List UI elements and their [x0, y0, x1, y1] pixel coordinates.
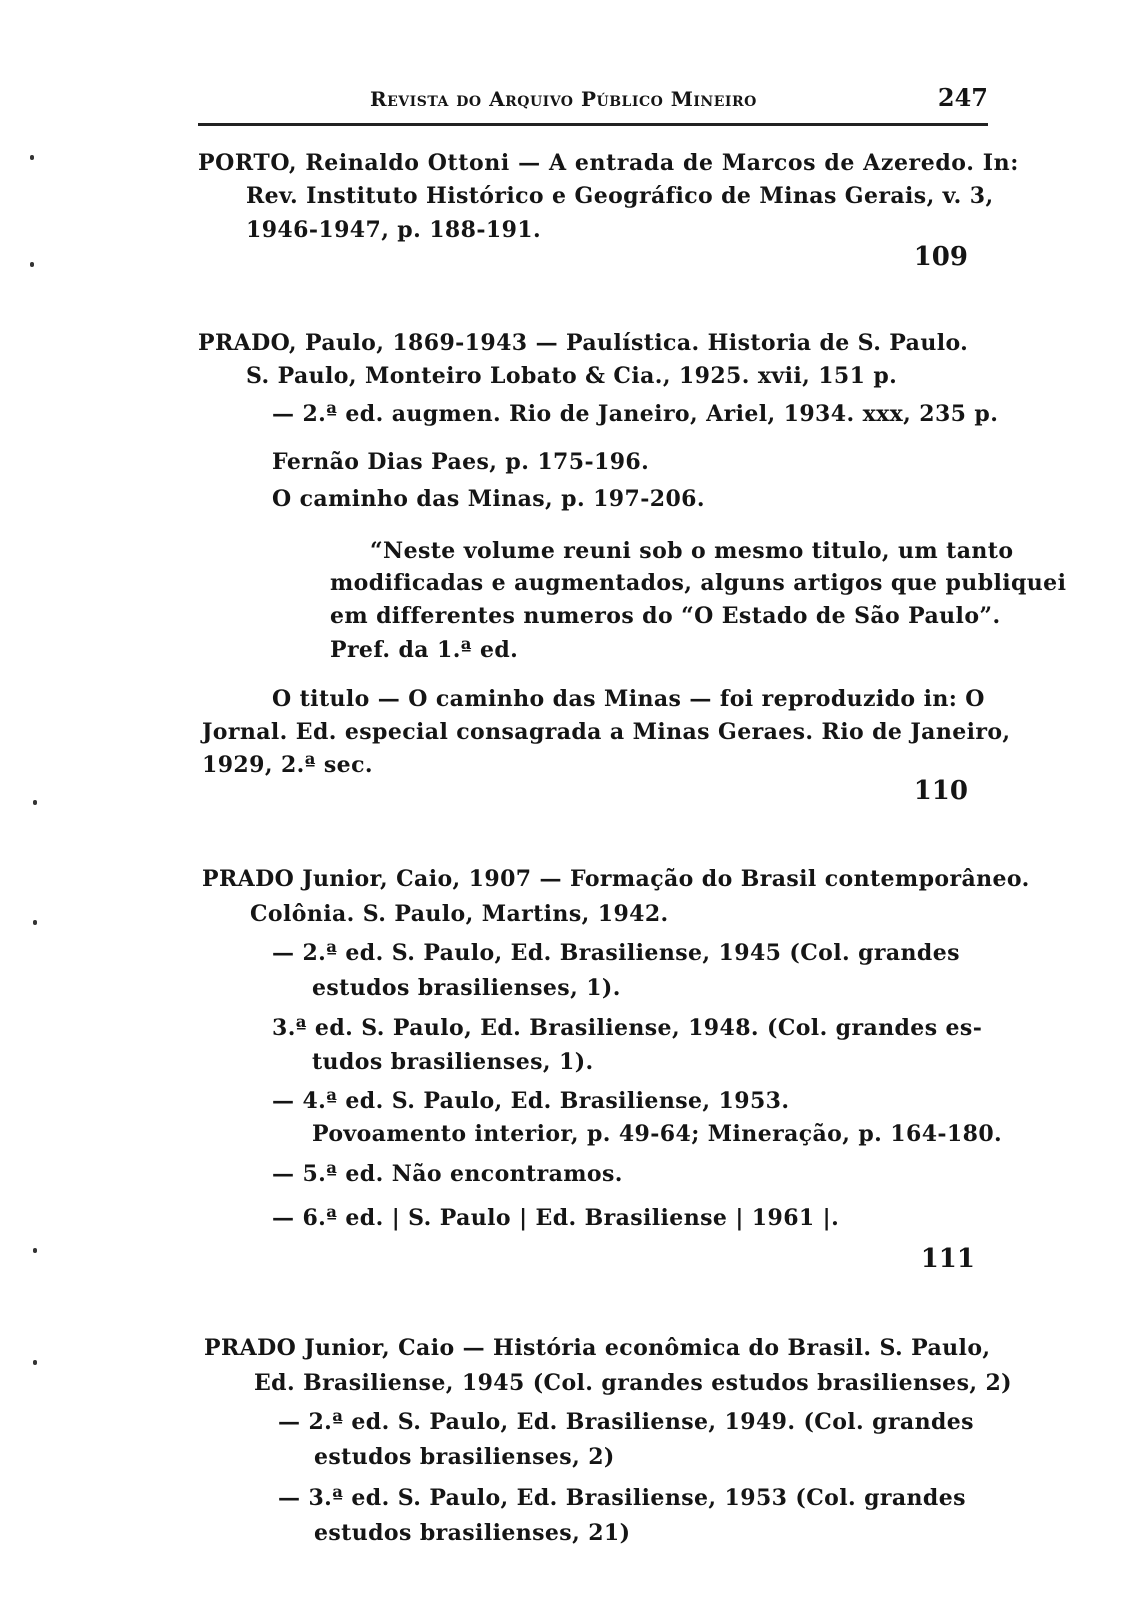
header-rule	[198, 123, 988, 126]
scan-speck	[30, 155, 34, 160]
entry-line: O titulo — O caminho das Minas — foi reproduzido in: O	[272, 686, 985, 712]
entry-line: Jornal. Ed. especial consagrada a Minas Geraes. Rio de Janeiro,	[202, 719, 1011, 745]
quote-line: em differentes numeros do “O Estado de São Paulo”.	[330, 603, 1001, 629]
quote-line: Pref. da 1.ª ed.	[330, 637, 519, 663]
entry-line: estudos brasilienses, 2)	[314, 1444, 615, 1470]
entry-line: PRADO Junior, Caio — História econômica do Brasil. S. Paulo,	[204, 1335, 991, 1361]
scan-speck	[30, 262, 34, 267]
entry-number: 110	[913, 776, 968, 806]
entry-line: PORTO, Reinaldo Ottoni — A entrada de Marcos de Azeredo. In:	[198, 150, 1019, 176]
entry-line: Rev. Instituto Histórico e Geográfico de Minas Gerais, v. 3,	[246, 183, 994, 209]
entry-line: 1929, 2.ª sec.	[202, 752, 373, 778]
scan-speck	[33, 920, 37, 925]
running-title: Revista do Arquivo Público Mineiro	[370, 87, 757, 111]
entry-line: O caminho das Minas, p. 197-206.	[272, 486, 705, 512]
entry-line: — 5.ª ed. Não encontramos.	[272, 1161, 623, 1187]
entry-line: — 4.ª ed. S. Paulo, Ed. Brasiliense, 1953.	[272, 1088, 790, 1114]
page-header	[198, 83, 988, 121]
entry-line: S. Paulo, Monteiro Lobato & Cia., 1925. xvii, 151 p.	[246, 363, 898, 389]
entry-line: estudos brasilienses, 1).	[312, 975, 621, 1001]
entry-line: 1946-1947, p. 188-191.	[246, 217, 542, 243]
entry-line: — 2.ª ed. S. Paulo, Ed. Brasiliense, 1949. (Col. grandes	[278, 1409, 974, 1435]
entry-line: — 6.ª ed. | S. Paulo | Ed. Brasiliense | 1961 |.	[272, 1205, 840, 1231]
entry-line: — 2.ª ed. S. Paulo, Ed. Brasiliense, 1945 (Col. grandes	[272, 940, 960, 966]
entry-line: — 3.ª ed. S. Paulo, Ed. Brasiliense, 1953 (Col. grandes	[278, 1485, 966, 1511]
scan-speck	[33, 800, 37, 805]
quote-line: “Neste volume reuni sob o mesmo titulo, um tanto	[370, 538, 1014, 564]
entry-line: 3.ª ed. S. Paulo, Ed. Brasiliense, 1948. (Col. grandes es-	[272, 1015, 983, 1041]
entry-line: PRADO, Paulo, 1869-1943 — Paulística. Historia de S. Paulo.	[198, 330, 969, 356]
entry-line: tudos brasilienses, 1).	[312, 1049, 594, 1075]
entry-line: PRADO Junior, Caio, 1907 — Formação do Brasil contemporâneo.	[202, 866, 1030, 892]
scan-speck	[33, 1360, 37, 1365]
entry-line: Povoamento interior, p. 49-64; Mineração, p. 164-180.	[312, 1121, 1003, 1147]
entry-number: 109	[913, 242, 968, 272]
entry-number: 111	[920, 1244, 975, 1274]
quote-line: modificadas e augmentados, alguns artigos que publiquei	[330, 570, 1067, 596]
entry-line: — 2.ª ed. augmen. Rio de Janeiro, Ariel, 1934. xxx, 235 p.	[272, 401, 999, 427]
entry-line: Fernão Dias Paes, p. 175-196.	[272, 449, 650, 475]
entry-line: estudos brasilienses, 21)	[314, 1520, 631, 1546]
entry-line: Ed. Brasiliense, 1945 (Col. grandes estudos brasilienses, 2)	[254, 1370, 1012, 1396]
scan-speck	[33, 1248, 37, 1253]
page-number: 247	[937, 83, 988, 112]
entry-line: Colônia. S. Paulo, Martins, 1942.	[250, 901, 669, 927]
